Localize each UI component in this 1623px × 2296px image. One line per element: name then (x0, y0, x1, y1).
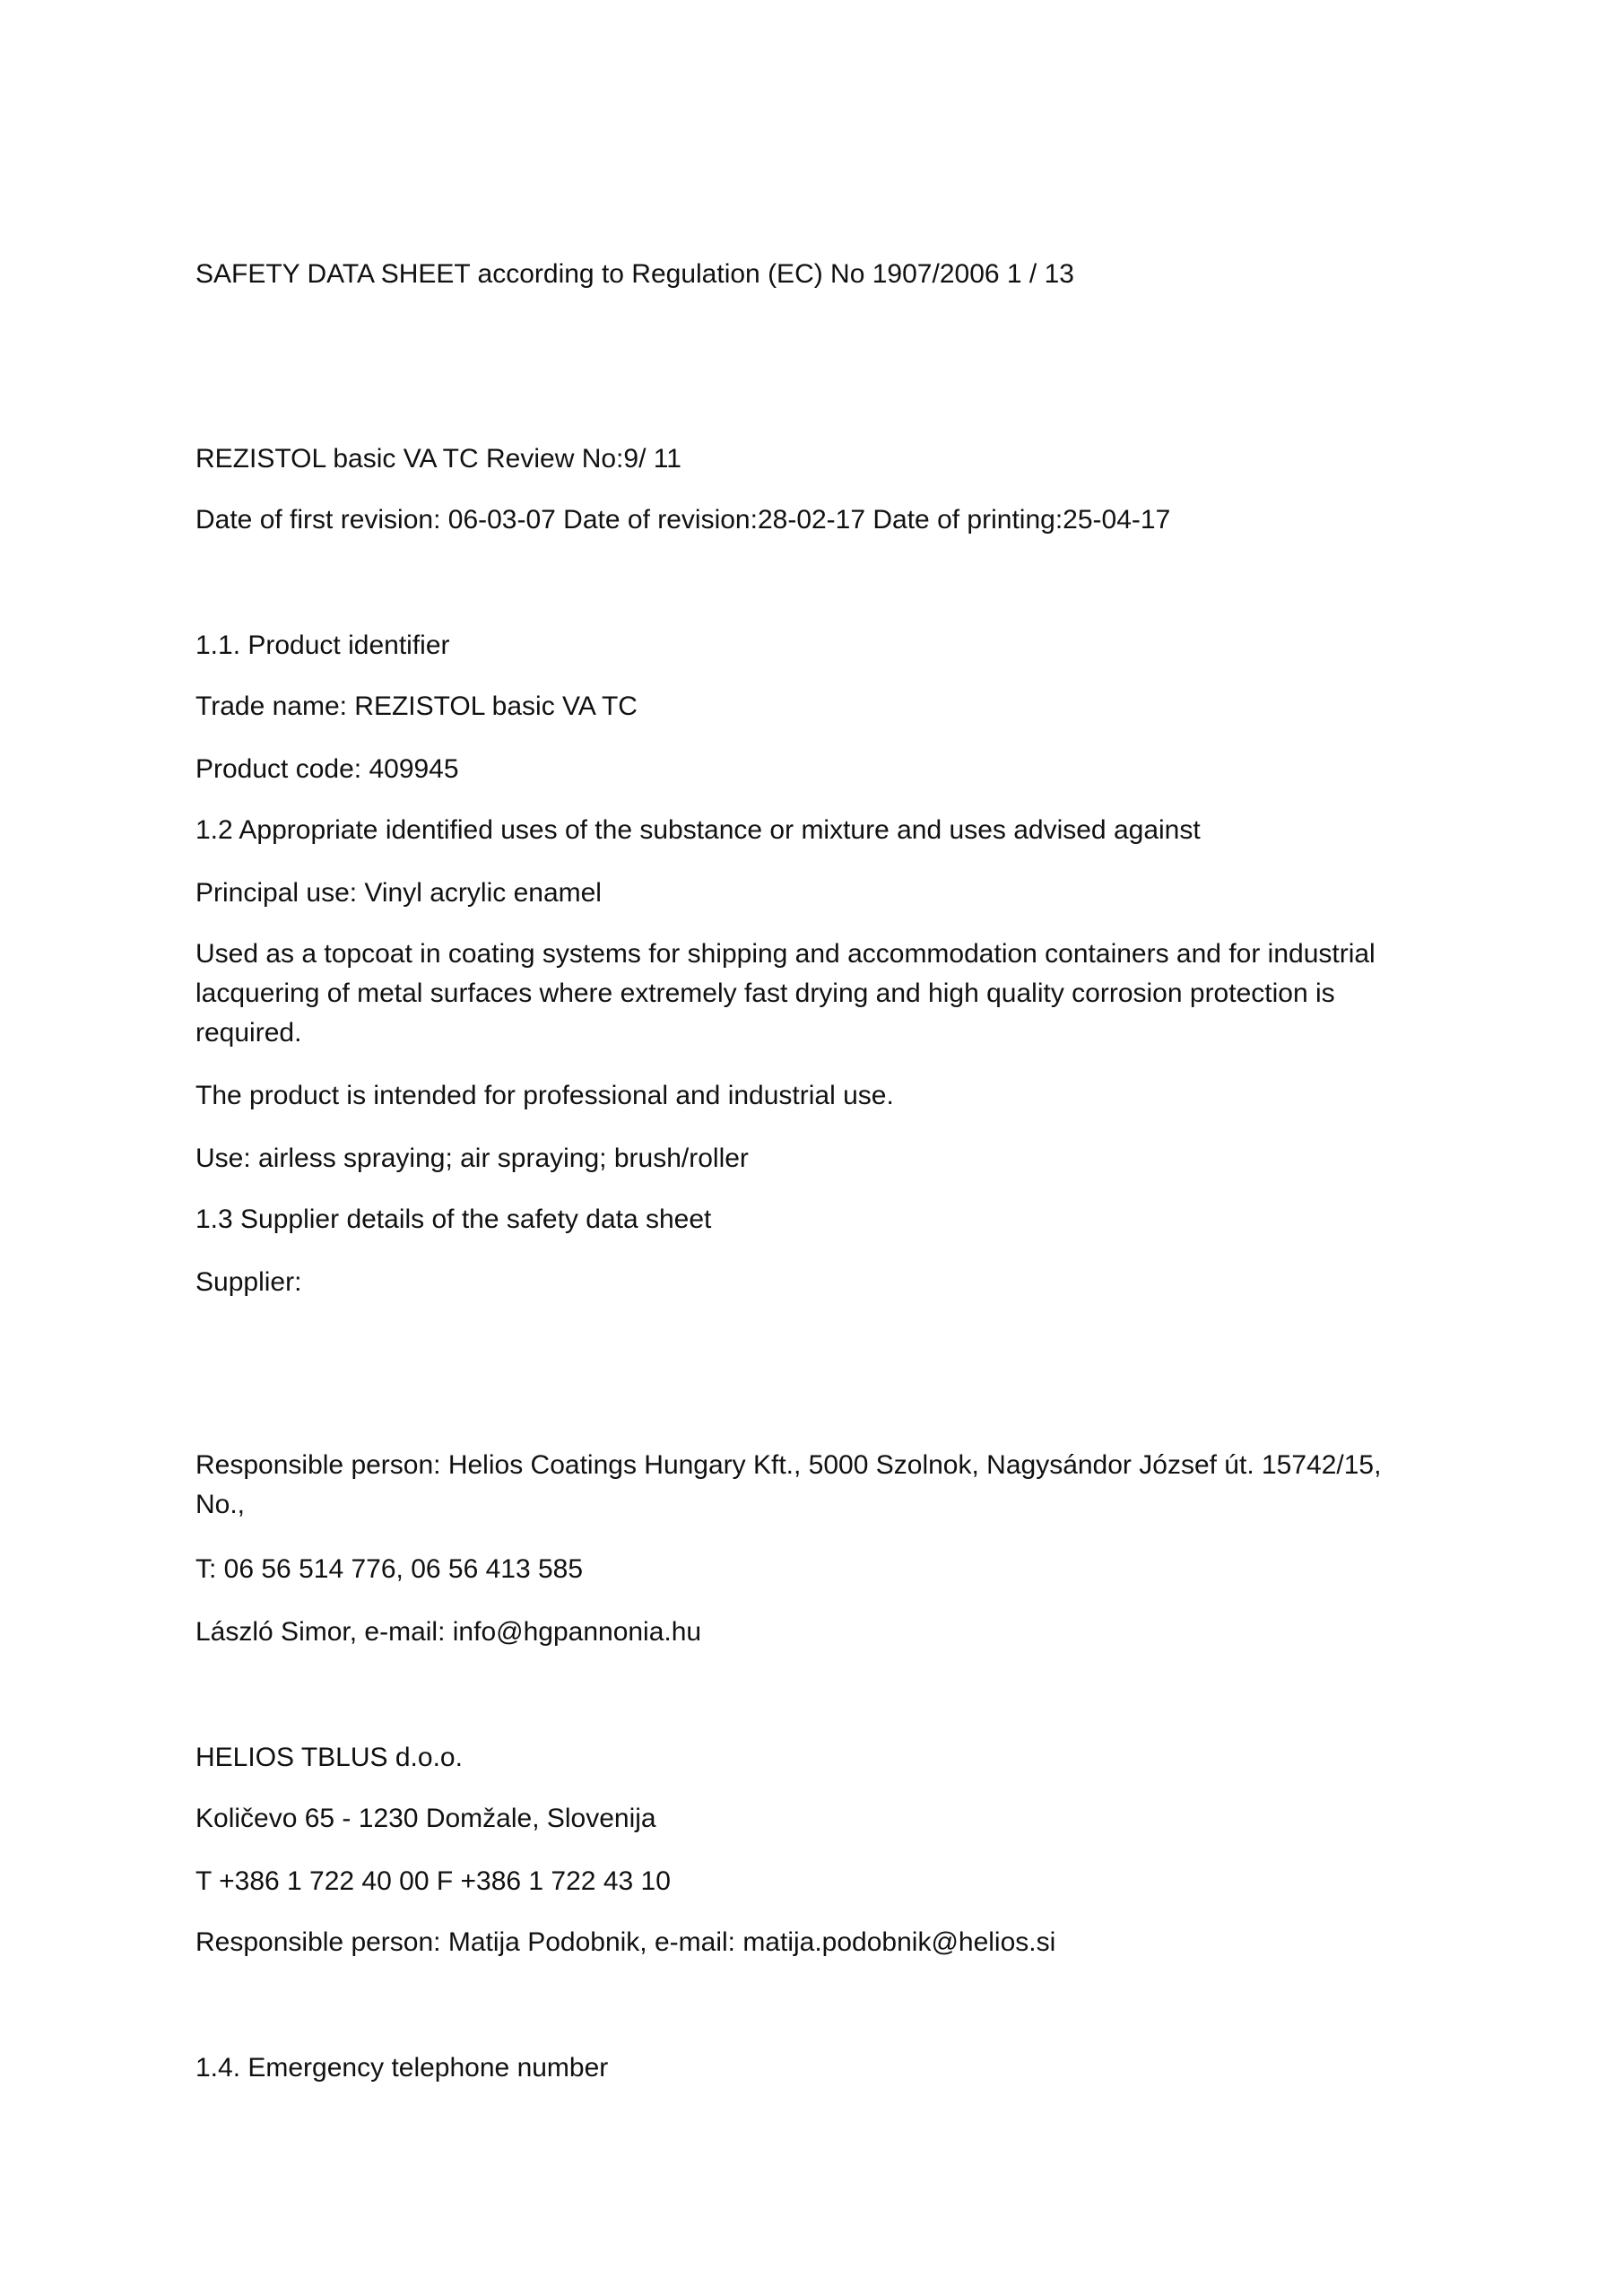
slovenia-phone: T +386 1 722 40 00 F +386 1 722 43 10 (195, 1866, 671, 1896)
use-description (195, 935, 1433, 1053)
product-code: Product code: 409945 (195, 754, 459, 784)
slovenia-contact: Responsible person: Matija Podobnik, e-mail: matija.podobnik@helios.si (195, 1927, 1056, 1957)
hungary-phone: T: 06 56 514 776, 06 56 413 585 (195, 1554, 584, 1584)
use-description-line: required. (195, 1018, 302, 1048)
trade-name: Trade name: REZISTOL basic VA TC (195, 691, 638, 721)
use-description-line: Used as a topcoat in coating systems for shipping and accommodation containers and for industrial (195, 939, 1376, 969)
use-methods: Use: airless spraying; air spraying; brush/roller (195, 1144, 749, 1173)
responsible-line: Responsible person: Helios Coatings Hungary Kft., 5000 Szolnok, Nagysándor József út. 15742/15, (195, 1450, 1382, 1480)
revision-dates: Date of first revision: 06-03-07 Date of revision:28-02-17 Date of printing:25-04-17 (195, 505, 1171, 535)
hungary-contact: László Simor, e-mail: info@hgpannonia.hu (195, 1617, 702, 1647)
section-1-2-heading: 1.2 Appropriate identified uses of the substance or mixture and uses advised against (195, 815, 1201, 845)
product-title: REZISTOL basic VA TC Review No:9/ 11 (195, 444, 681, 474)
document-header: SAFETY DATA SHEET according to Regulation (EC) No 1907/2006 1 / 13 (195, 259, 1074, 289)
responsible-person-hungary (195, 1446, 1433, 1525)
section-1-1-heading: 1.1. Product identifier (195, 631, 450, 660)
supplier-label: Supplier: (195, 1267, 302, 1297)
principal-use: Principal use: Vinyl acrylic enamel (195, 878, 602, 908)
slovenia-company: HELIOS TBLUS d.o.o. (195, 1743, 463, 1772)
intended-use: The product is intended for professional and industrial use. (195, 1081, 894, 1110)
slovenia-address: Količevo 65 - 1230 Domžale, Slovenija (195, 1804, 656, 1833)
section-1-4-heading: 1.4. Emergency telephone number (195, 2053, 609, 2083)
responsible-line: No., (195, 1490, 246, 1519)
use-description-line: lacquering of metal surfaces where extremely fast drying and high quality corrosion protection is (195, 978, 1335, 1008)
section-1-3-heading: 1.3 Supplier details of the safety data sheet (195, 1205, 712, 1234)
